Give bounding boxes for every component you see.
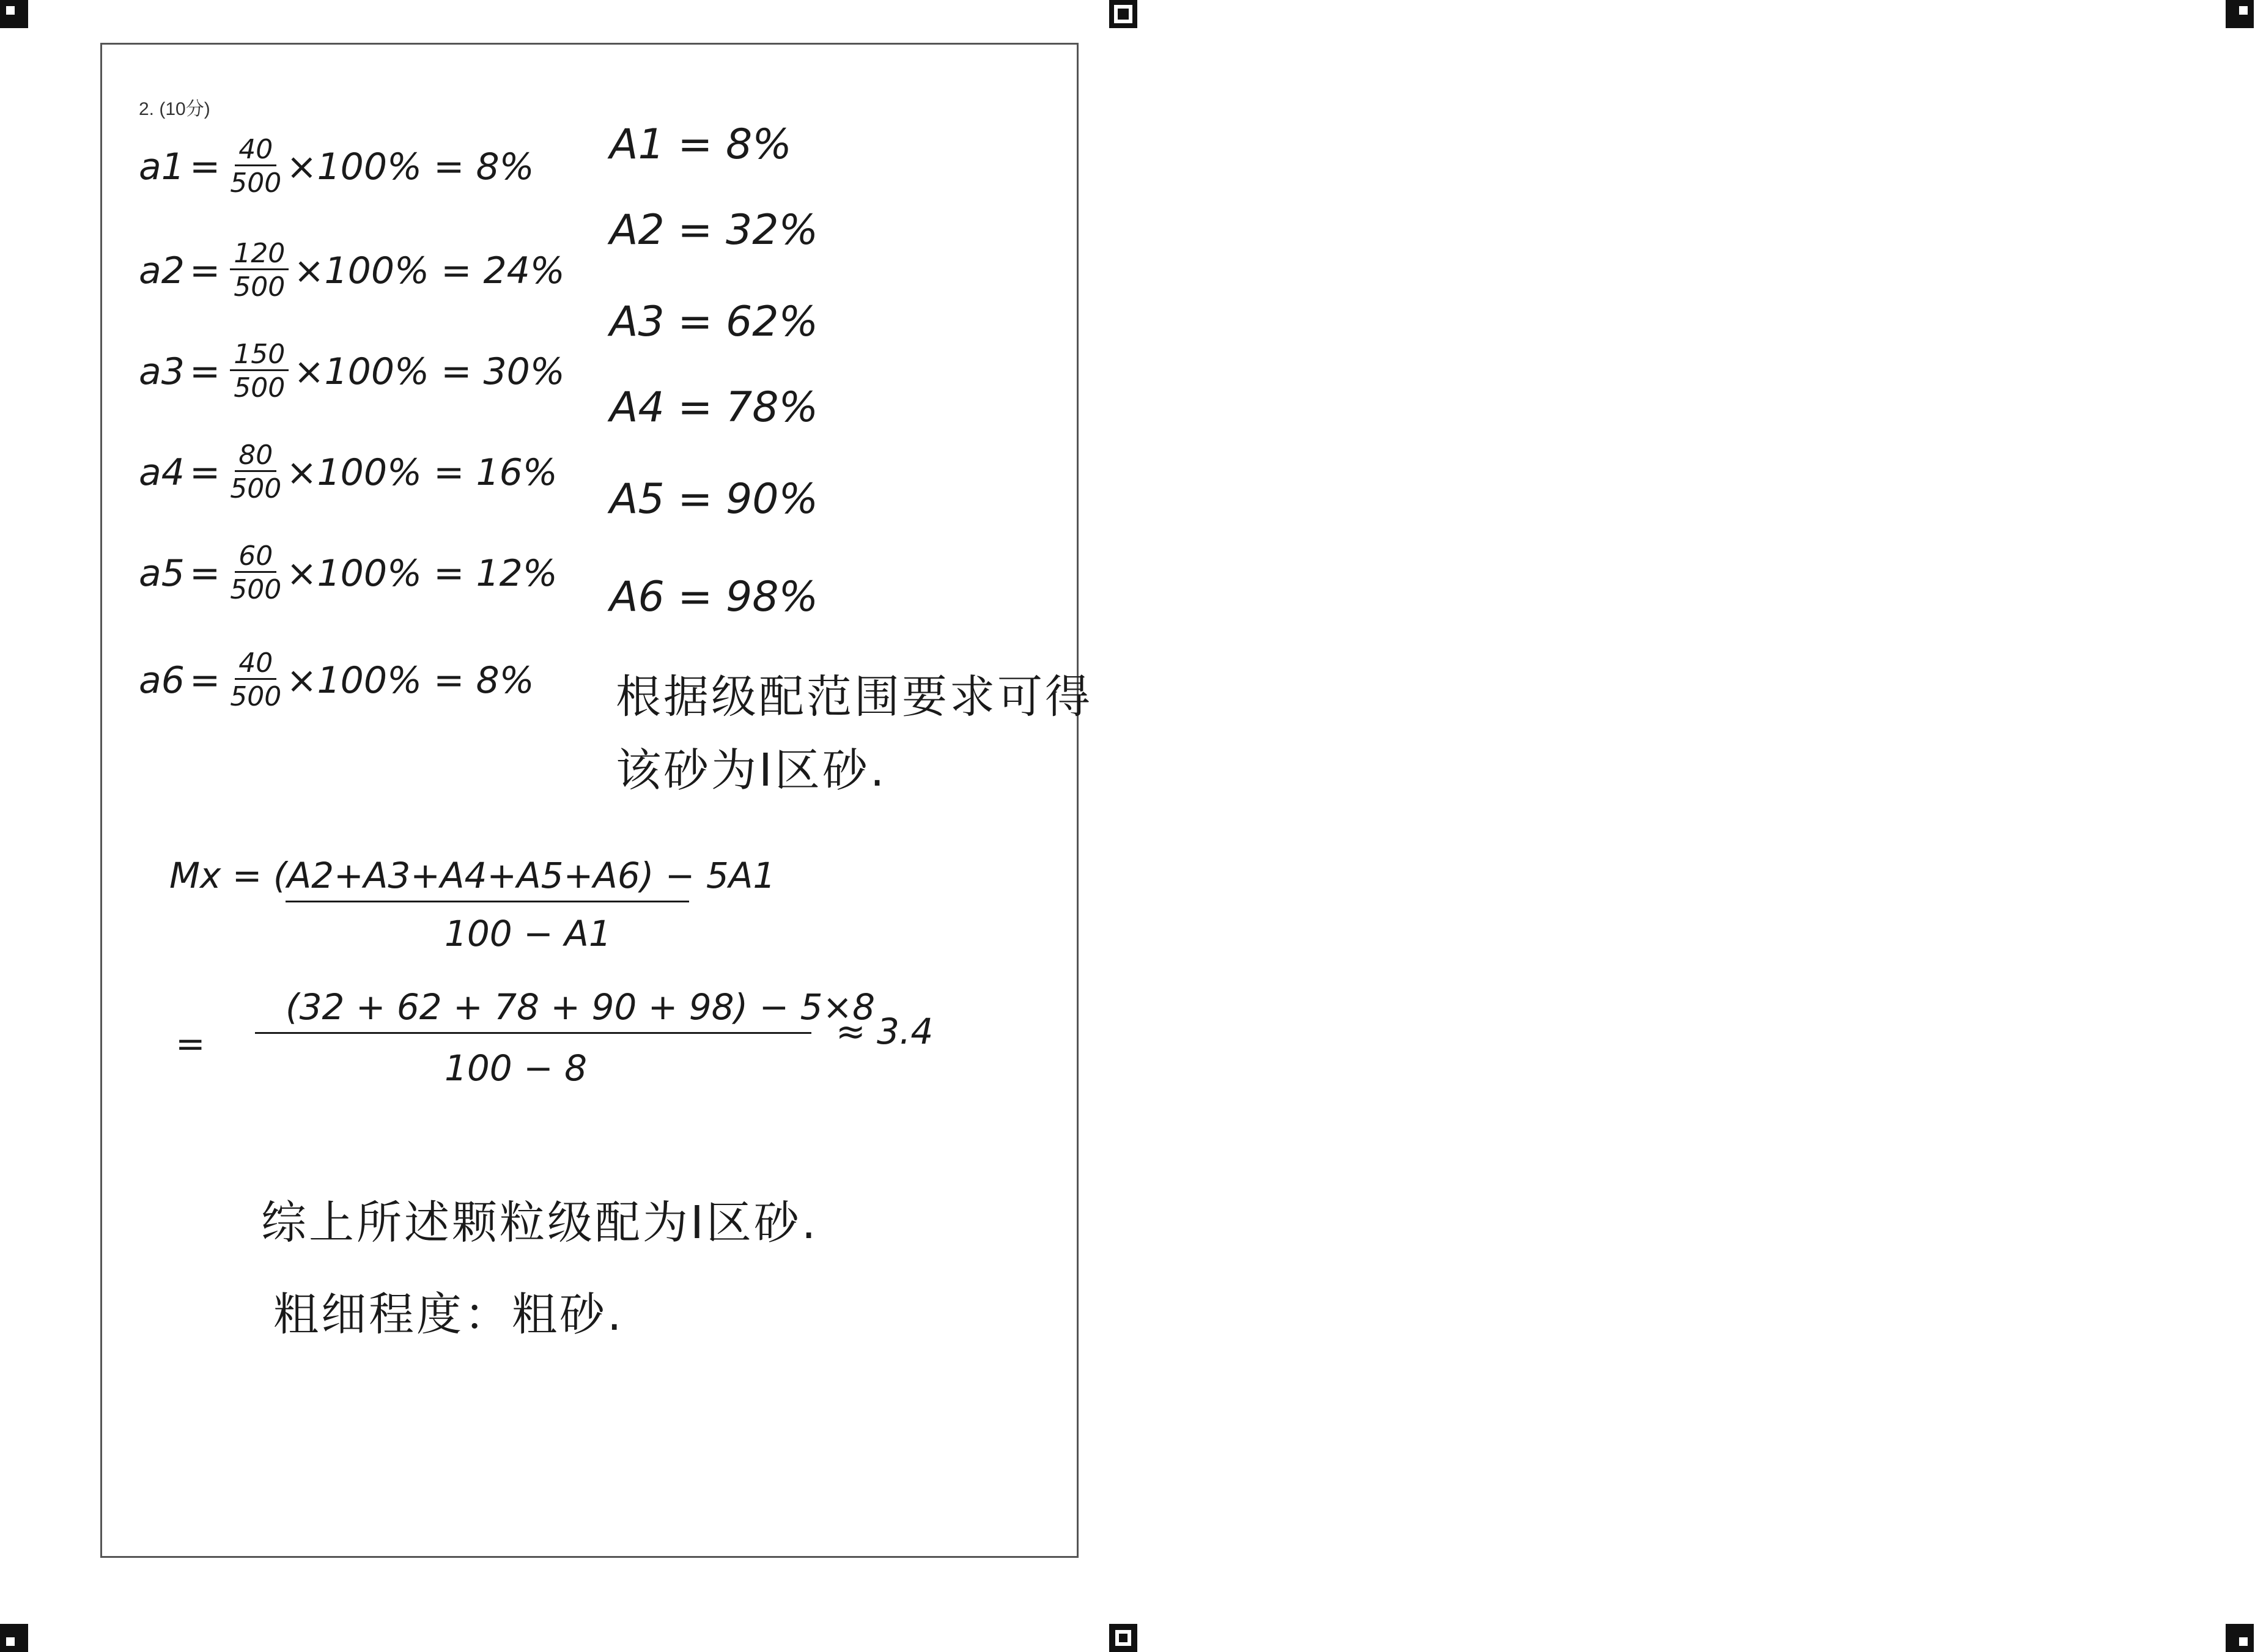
var-a2: a2 — [139, 249, 185, 292]
calculation-numerator: (32 + 62 + 78 + 90 + 98) − 5×8 — [286, 986, 876, 1028]
fraction-a3 — [230, 341, 289, 402]
calculation-result: ≈ 3.4 — [836, 1011, 934, 1052]
fraction-denominator: 500 — [230, 574, 282, 605]
calculation-denominator: 100 − 8 — [445, 1047, 588, 1089]
cumulative-A4: A4 = 78% — [610, 383, 819, 432]
equation-a6 — [139, 647, 534, 712]
fraction-denominator: 500 — [230, 681, 282, 712]
fraction-a2 — [230, 240, 289, 301]
var-a1: a1 — [139, 145, 185, 188]
calculation-rule — [255, 1032, 811, 1034]
equation-a5 — [139, 540, 558, 605]
question-label: 2. (10分) — [139, 99, 210, 119]
cumulative-A6: A6 = 98% — [610, 573, 819, 621]
equation-tail: ×100% = 8% — [286, 145, 534, 188]
var-a5: a5 — [139, 551, 185, 595]
fraction-a4 — [230, 442, 281, 503]
equals-sign: = — [189, 145, 221, 188]
fraction-a1 — [230, 136, 281, 197]
fraction-denominator: 500 — [230, 168, 282, 199]
equals-sign: = — [189, 658, 221, 702]
fraction-denominator: 500 — [234, 271, 286, 303]
fineness-modulus-formula-numerator: Mx = (A2+A3+A4+A5+A6) − 5A1 — [169, 855, 776, 896]
equation-tail: ×100% = 30% — [293, 350, 565, 393]
cumulative-A3: A3 = 62% — [610, 298, 819, 346]
summary-line-2: 粗细程度：粗砂. — [273, 1288, 624, 1341]
registration-marker-top-left — [0, 0, 28, 28]
equation-tail: ×100% = 24% — [293, 249, 565, 292]
var-a6: a6 — [139, 658, 185, 702]
registration-marker-bottom-center — [1109, 1624, 1137, 1652]
fraction-numerator: 80 — [235, 442, 276, 472]
registration-marker-top-center — [1109, 0, 1137, 28]
equation-tail: ×100% = 12% — [286, 551, 558, 595]
summary-line-1: 综上所述颗粒级配为Ⅰ区砂. — [261, 1197, 819, 1249]
equals-sign: = — [189, 551, 221, 595]
cumulative-A1: A1 = 8% — [610, 120, 792, 169]
equals-sign: = — [189, 249, 221, 292]
grading-conclusion-line-1: 根据级配范围要求可得 — [616, 671, 1093, 723]
equation-a2 — [139, 240, 565, 301]
calculation-equals: = — [175, 1023, 205, 1064]
fraction-a6 — [230, 647, 282, 712]
fraction-a5 — [230, 540, 282, 605]
answer-box — [100, 43, 1093, 1558]
equation-a4 — [139, 442, 558, 503]
equals-sign: = — [189, 451, 221, 494]
fraction-numerator: 40 — [235, 650, 276, 680]
fraction-numerator: 60 — [235, 543, 276, 573]
fraction-numerator: 150 — [230, 341, 289, 371]
fraction-numerator: 120 — [230, 240, 289, 270]
registration-marker-top-right — [2226, 0, 2254, 28]
equation-a1 — [139, 136, 534, 197]
fraction-denominator: 500 — [234, 372, 286, 404]
equation-tail: ×100% = 8% — [286, 658, 534, 702]
grading-conclusion-line-2: 该砂为Ⅰ区砂. — [616, 744, 887, 797]
equation-a3 — [139, 341, 565, 402]
fineness-modulus-formula-rule — [286, 901, 689, 902]
equals-sign: = — [189, 350, 221, 393]
cumulative-A2: A2 = 32% — [610, 206, 819, 254]
fraction-denominator: 500 — [230, 473, 282, 504]
var-a3: a3 — [139, 350, 185, 393]
cumulative-A5: A5 = 90% — [610, 475, 819, 523]
registration-marker-bottom-right — [2226, 1624, 2254, 1652]
equation-tail: ×100% = 16% — [286, 451, 558, 494]
var-a4: a4 — [139, 451, 185, 494]
registration-marker-bottom-left — [0, 1624, 28, 1652]
fineness-modulus-formula-denominator: 100 − A1 — [445, 913, 611, 954]
fraction-numerator: 40 — [235, 136, 276, 166]
